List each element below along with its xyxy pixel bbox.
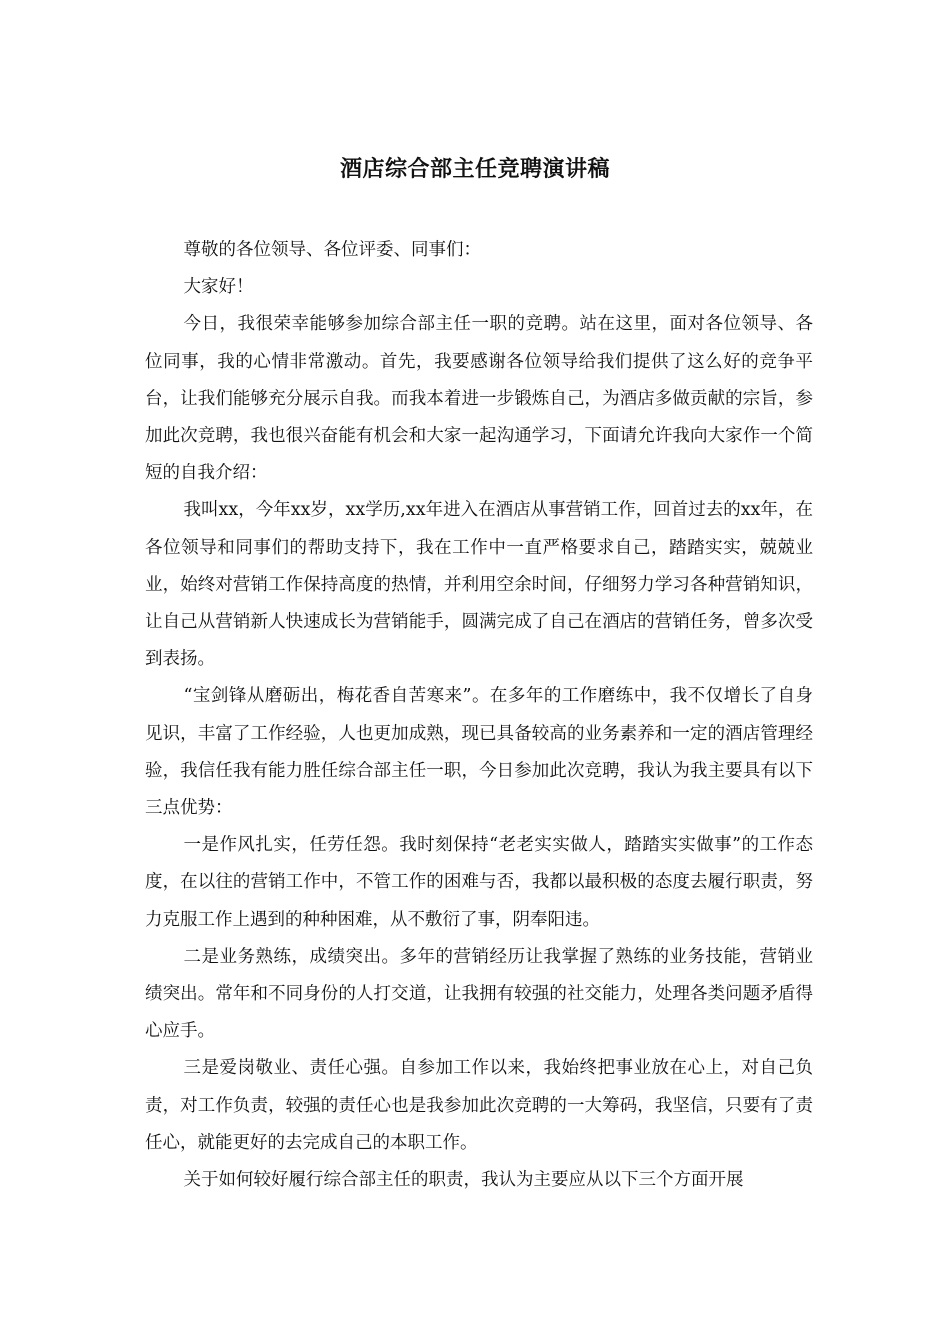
document-body (145, 232, 813, 1199)
paragraph-self-introduction: 我叫xx，今年xx岁，xx学历,xx年进入在酒店从事营销工作，回首过去的xx年，在各位领导和同事们的帮助支持下，我在工作中一直严格要求自己，踏踏实实，兢兢业业，始终对营销工作保持高度的热情，并利用空余时间，仔细努力学习各种营销知识，让自己从营销新人快速成长为营销能手，圆满完成了自己在酒店的营销任务，曾多次受到表扬。 (145, 500, 813, 670)
paragraph-advantages-intro: “宝剑锋从磨砺出，梅花香自苦寒来”。在多年的工作磨练中，我不仅增长了自身见识，丰富了工作经验，人也更加成熟，现已具备较高的业务素养和一定的酒店管理经验，我信任我有能力胜任综合部主任一职，今日参加此次竞聘，我认为我主要具有以下三点优势： (145, 686, 813, 819)
paragraph-opening: 今日，我很荣幸能够参加综合部主任一职的竞聘。站在这里，面对各位领导、各位同事，我的心情非常激动。首先，我要感谢各位领导给我们提供了这么好的竞争平台，让我们能够充分展示自我。而我本着进一步锻炼自己，为酒店多做贡献的宗旨，参加此次竞聘，我也很兴奋能有机会和大家一起沟通学习，下面请允许我向大家作一个简短的自我介绍： (145, 314, 813, 484)
paragraph-greeting: 大家好！ (183, 277, 254, 298)
paragraph-salutation: 尊敬的各位领导、各位评委、同事们： (183, 240, 481, 260)
paragraph-advantage-three: 三是爱岗敬业、责任心强。自参加工作以来，我始终把事业放在心上，对自己负责，对工作负责，较强的责任心也是我参加此次竞聘的一大筹码，我坚信，只要有了责任心，就能更好的去完成自己的本职工作。 (145, 1058, 813, 1153)
document-title: 酒店综合部主任竞聘演讲稿 (339, 156, 610, 182)
paragraph-advantage-two: 二是业务熟练，成绩突出。多年的营销经历让我掌握了熟练的业务技能，营销业绩突出。常年和不同身份的人打交道，让我拥有较强的社交能力，处理各类问题矛盾得心应手。 (145, 946, 813, 1042)
paragraph-duties-intro: 关于如何较好履行综合部主任的职责，我认为主要应从以下三个方面开展 (183, 1170, 744, 1191)
paragraph-advantage-one: 一是作风扎实，任劳任怨。我时刻保持“老老实实做人，踏踏实实做事”的工作态度，在以往的营销工作中，不管工作的困难与否，我都以最积极的态度去履行职责，努力克服工作上遇到的种种困难，从不敷衍了事，阴奉阳违。 (145, 835, 813, 930)
